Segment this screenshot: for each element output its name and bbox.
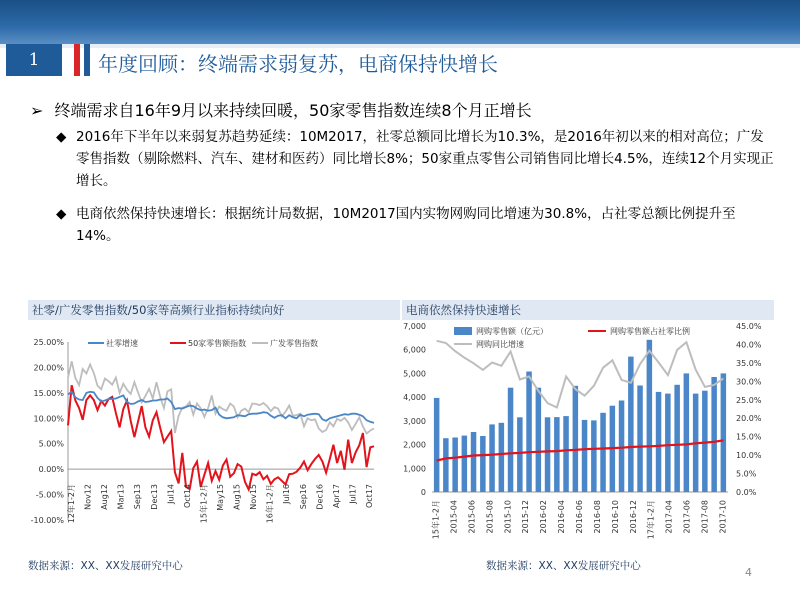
y-left-tick-label: 3,000 xyxy=(403,416,426,426)
x-tick-label: May15 xyxy=(216,484,225,511)
y-right-tick-label: 40.0% xyxy=(736,340,762,350)
main-bullet-text: 终端需求自16年9月以来持续回暖，50家零售指数连续8个月正增长 xyxy=(54,101,532,120)
bar xyxy=(434,398,440,492)
bar xyxy=(656,392,662,492)
series-line xyxy=(437,341,724,408)
data-source-right: 数据来源：XX、XX发展研究中心 xyxy=(486,560,641,572)
x-tick-label: Aug12 xyxy=(100,483,110,510)
bar xyxy=(480,436,486,492)
x-tick-label: 2017-04 xyxy=(664,500,674,534)
x-tick-label: 2016-06 xyxy=(575,500,584,534)
x-tick-label: 2016-10 xyxy=(610,500,620,534)
x-tick-label: 2015-04 xyxy=(449,500,459,534)
x-tick-label: 2016-08 xyxy=(592,500,602,534)
bar xyxy=(499,423,505,492)
x-tick-label: Aug15 xyxy=(232,484,242,510)
y-tick-label: 20.00% xyxy=(33,363,64,373)
page-title: 年度回顾：终端需求弱复苏，电商保持快增长 xyxy=(98,52,498,76)
y-right-tick-label: 10.0% xyxy=(736,451,762,461)
diamond-bullet-icon: ◆ xyxy=(56,129,67,145)
x-tick-label: Sep16 xyxy=(298,484,308,510)
x-tick-label: 2015-10 xyxy=(503,500,513,534)
x-tick-label: Oct17 xyxy=(365,484,374,509)
legend-swatch xyxy=(454,327,472,335)
arrow-bullet-icon: ➢ xyxy=(30,101,44,120)
x-tick-label: 16年1-2月 xyxy=(265,484,275,524)
page-number: 4 xyxy=(745,566,752,579)
legend-label: 网购零售额占社零比例 xyxy=(610,327,690,336)
bar xyxy=(536,388,542,492)
x-tick-label: 2017-08 xyxy=(700,500,710,534)
x-tick-label: 2017-06 xyxy=(682,500,692,534)
x-tick-label: Dec16 xyxy=(315,483,325,510)
y-tick-label: 5.00% xyxy=(38,439,64,449)
bar xyxy=(508,388,514,492)
bar xyxy=(711,377,717,492)
y-right-tick-label: 35.0% xyxy=(736,358,762,368)
y-right-tick-label: 20.0% xyxy=(736,414,762,424)
bar xyxy=(647,340,653,492)
bar xyxy=(582,420,588,492)
y-tick-label: 10.00% xyxy=(33,414,64,424)
bar xyxy=(591,420,597,492)
ecommerce-bar-line-chart xyxy=(402,322,774,556)
retail-index-line-chart xyxy=(28,322,400,556)
main-bullet xyxy=(30,98,532,121)
x-tick-label: 2016-02 xyxy=(539,500,549,534)
y-tick-label: 25.00% xyxy=(33,338,64,347)
y-left-tick-label: 2,000 xyxy=(403,440,426,450)
x-tick-label: Jul17 xyxy=(348,483,358,504)
bar xyxy=(684,373,690,492)
section-number-badge: 1 xyxy=(6,44,62,76)
chart-1-title: 社零/广发零售指数/50家等高频行业指标持续向好 xyxy=(28,300,400,320)
x-tick-label: Nov12 xyxy=(83,484,93,510)
data-source-left: 数据来源：XX、XX发展研究中心 xyxy=(28,560,183,572)
y-right-tick-label: 5.0% xyxy=(736,469,757,479)
bar xyxy=(545,417,551,492)
x-tick-label: 17年1-2月 xyxy=(646,500,656,540)
bar xyxy=(471,432,477,492)
bar xyxy=(721,373,727,492)
y-right-tick-label: 0.0% xyxy=(736,488,757,497)
x-tick-label: 2016-04 xyxy=(557,500,567,534)
x-tick-label: Mar13 xyxy=(116,484,126,510)
header-bar xyxy=(0,0,800,44)
chart-2-title: 电商依然保持快速增长 xyxy=(402,300,774,320)
legend-label: 广发零售指数 xyxy=(270,339,318,348)
y-right-tick-label: 25.0% xyxy=(736,395,762,405)
y-tick-label: 15.00% xyxy=(33,388,64,398)
x-tick-label: 15年1-2月 xyxy=(431,500,441,540)
x-tick-label: 2016-12 xyxy=(628,500,638,534)
x-tick-label: Sep13 xyxy=(133,483,143,510)
series-line xyxy=(68,385,374,489)
y-tick-label: 0.00% xyxy=(38,465,64,475)
x-tick-label: 2015-06 xyxy=(467,500,477,534)
y-left-tick-label: 0 xyxy=(420,488,426,497)
x-tick-label: Dec13 xyxy=(149,484,159,510)
bar xyxy=(563,416,569,492)
y-left-tick-label: 6,000 xyxy=(403,345,426,355)
x-tick-label: 2017-10 xyxy=(718,500,728,534)
y-right-tick-label: 45.0% xyxy=(736,322,762,331)
bar xyxy=(462,436,468,492)
y-right-tick-label: 15.0% xyxy=(736,432,762,442)
legend-label: 网购同比增速 xyxy=(476,340,524,349)
y-left-tick-label: 4,000 xyxy=(403,393,426,403)
x-tick-label: Oct14 xyxy=(182,484,192,509)
x-tick-label: 15年1-2月 xyxy=(199,483,209,524)
sub-bullet-1 xyxy=(56,126,776,192)
x-tick-label: 12年1-2月 xyxy=(67,484,76,524)
series-line xyxy=(437,440,724,460)
y-left-tick-label: 5,000 xyxy=(403,369,426,379)
legend-label: 社零增速 xyxy=(106,339,138,348)
bar xyxy=(665,394,671,492)
bar xyxy=(637,386,643,493)
x-tick-label: Jul16 xyxy=(282,483,292,504)
sub-bullet-text: 2016年下半年以来弱复苏趋势延续：10M2017，社零总额同比增长为10.3%，是2016年初以来的相对高位；广发零售指数（剔除燃料、汽车、建材和医药）同比增长8%；50家重点零售公司销售同比增长4.5%，连续12个月实现正增长。 xyxy=(76,129,774,189)
legend-label: 50家零售额指数 xyxy=(188,339,247,348)
y-left-tick-label: 1,000 xyxy=(403,464,426,474)
bar xyxy=(452,438,458,493)
bar xyxy=(674,385,680,492)
y-tick-label: -10.00% xyxy=(30,516,64,525)
bar xyxy=(443,438,449,492)
y-right-tick-label: 30.0% xyxy=(736,377,762,387)
x-tick-label: 2015-12 xyxy=(521,500,531,534)
title-accent-blue xyxy=(84,44,90,76)
x-tick-label: 2015-08 xyxy=(485,500,495,534)
y-left-tick-label: 7,000 xyxy=(403,322,426,331)
bar xyxy=(489,424,495,492)
legend-label: 网购零售额（亿元） xyxy=(476,327,548,336)
bar xyxy=(526,372,532,493)
sub-bullet-2 xyxy=(56,203,776,247)
bar xyxy=(573,386,579,492)
bar xyxy=(600,413,606,492)
x-tick-label: Jul14 xyxy=(166,483,176,504)
sub-bullet-text: 电商依然保持快速增长：根据统计局数据，10M2017国内实物网购同比增速为30.8%，占社零总额比例提升至14%。 xyxy=(76,206,736,244)
x-tick-label: Apr17 xyxy=(331,484,341,509)
x-tick-label: Nov15 xyxy=(249,483,259,510)
y-tick-label: -5.00% xyxy=(35,490,64,500)
title-accent-red xyxy=(74,44,80,76)
series-line xyxy=(68,361,374,433)
bar xyxy=(517,417,523,492)
diamond-bullet-icon: ◆ xyxy=(56,206,67,222)
bar xyxy=(554,417,560,492)
bar xyxy=(619,401,625,493)
